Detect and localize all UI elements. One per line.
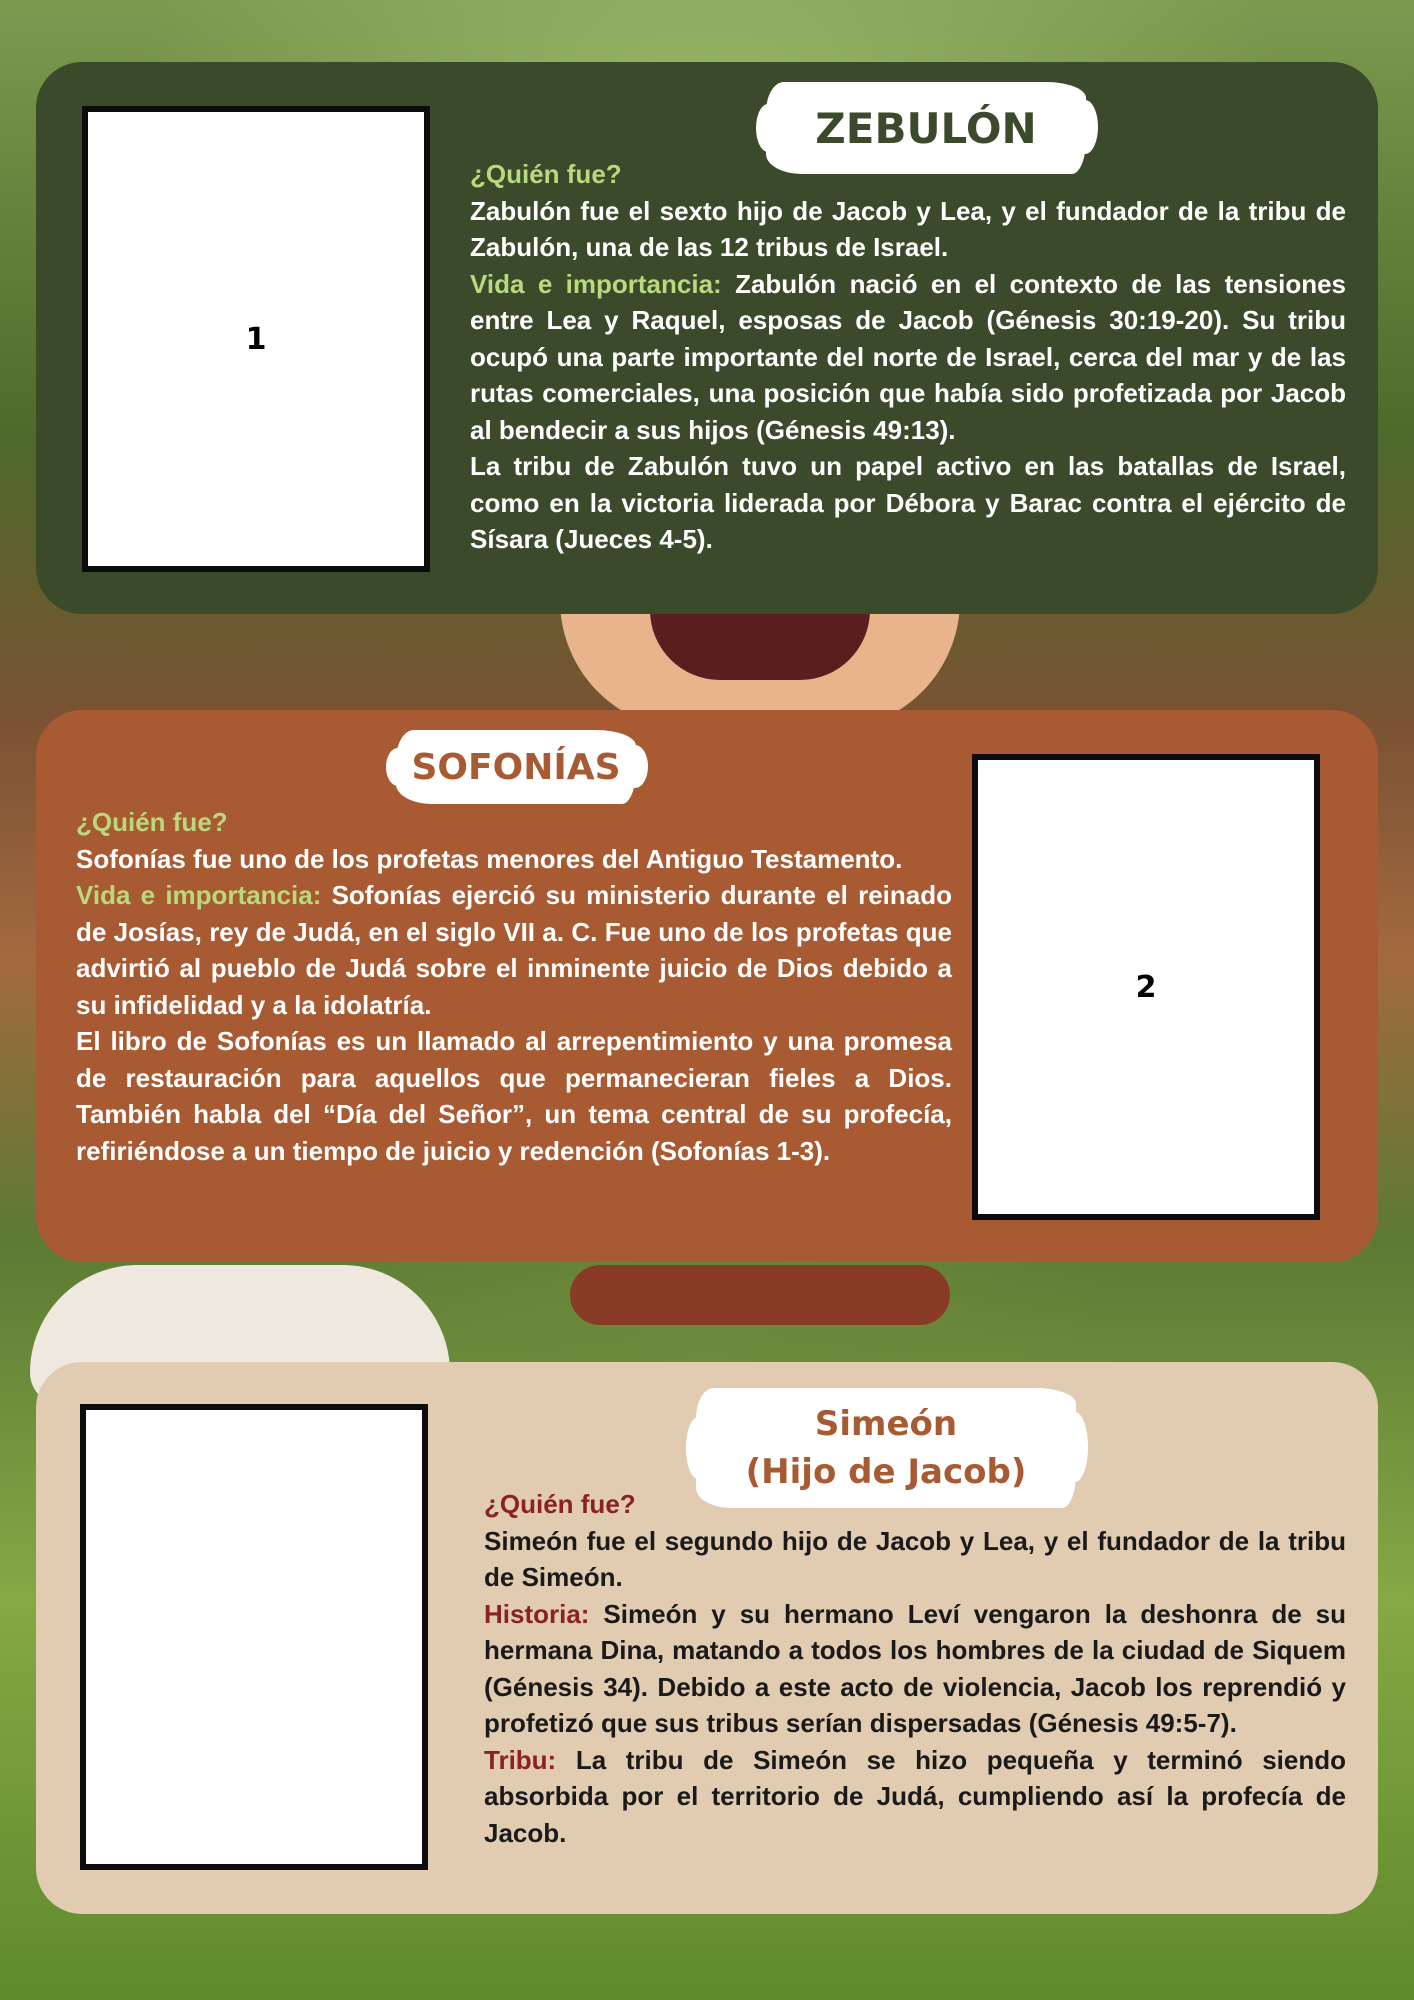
- tribe-text: La tribu de Simeón se hizo pequeña y terminó siendo absorbida por el territorio de Judá, cumpliendo así la profecía de Jacob.: [484, 1744, 1346, 1848]
- zebulon-body: [470, 156, 1346, 558]
- zebulon-card: [36, 62, 1378, 614]
- background-smile: [650, 610, 870, 680]
- history-label: Historia:: [484, 1598, 590, 1629]
- zebulon-photo-placeholder: [82, 106, 430, 572]
- background-scarf: [570, 1265, 950, 1325]
- sofonias-title: SOFONÍAS: [411, 746, 621, 788]
- who-heading: ¿Quién fue?: [76, 807, 228, 837]
- simeon-title-line1: Simeón: [814, 1404, 958, 1444]
- life-text: Zabulón nació en el contexto de las tensiones entre Lea y Raquel, esposas de Jacob (Génesis 30:19-20). Su tribu ocupó una parte importante del norte de Israel, cerca del mar y de las rutas comerciales, una posición que había sido profetizada por Jacob al bendecir a sus hijos (Génesis 49:13).: [470, 268, 1346, 445]
- sofonias-title-banner: [396, 730, 636, 804]
- zebulon-title: ZEBULÓN: [815, 103, 1037, 153]
- who-text: Simeón fue el segundo hijo de Jacob y Lea, y el fundador de la tribu de Simeón.: [484, 1525, 1346, 1592]
- photo-number-label: 1: [245, 321, 267, 357]
- history-paragraph: [484, 1596, 1346, 1742]
- life-text: Sofonías ejerció su ministerio durante el reinado de Josías, rey de Judá, en el siglo VII a. C. Fue uno de los profetas que advirtió al pueblo de Judá sobre el inminente juicio de Dios debido a su infidelidad y a la idolatría.: [76, 880, 952, 1020]
- life-paragraph: [76, 877, 952, 1023]
- extra-text: La tribu de Zabulón tuvo un papel activo en las batallas de Israel, como en la victoria liderada por Débora y Barac contra el ejército de Sísara (Jueces 4-5).: [470, 451, 1346, 554]
- simeon-card: [36, 1362, 1378, 1914]
- sofonias-body: [76, 804, 952, 1169]
- life-paragraph: [470, 266, 1346, 449]
- simeon-body: [484, 1486, 1346, 1851]
- sofonias-photo-placeholder: [972, 754, 1320, 1220]
- who-text: Sofonías fue uno de los profetas menores del Antiguo Testamento.: [76, 843, 903, 874]
- simeon-photo-placeholder: [80, 1404, 428, 1870]
- history-text: Simeón y su hermano Leví vengaron la deshonra de su hermana Dina, matando a todos los hombres de la ciudad de Siquem (Génesis 34). Debido a este acto de violencia, Jacob los reprendió y profetizó que sus tribus serían dispersadas (Génesis 49:5-7).: [484, 1598, 1346, 1738]
- tribe-paragraph: [484, 1742, 1346, 1852]
- life-label: Vida e importancia:: [76, 880, 322, 910]
- who-text: Zabulón fue el sexto hijo de Jacob y Lea, y el fundador de la tribu de Zabulón, una de las 12 tribus de Israel.: [470, 195, 1346, 262]
- sofonias-card: [36, 710, 1378, 1262]
- life-label: Vida e importancia:: [470, 268, 722, 299]
- who-heading: ¿Quién fue?: [484, 1489, 636, 1519]
- photo-number-label: 2: [1135, 969, 1157, 1005]
- simeon-title-line2: (Hijo de Jacob): [745, 1452, 1027, 1492]
- who-heading: ¿Quién fue?: [470, 159, 622, 189]
- tribe-label: Tribu:: [484, 1744, 557, 1775]
- simeon-title-banner: [696, 1388, 1076, 1508]
- extra-text: El libro de Sofonías es un llamado al arrepentimiento y una promesa de restauración para aquellos que permanecieran fieles a Dios. También habla del “Día del Señor”, un tema central de su profecía, refiriéndose a un tiempo de juicio y redención (Sofonías 1-3).: [76, 1026, 952, 1166]
